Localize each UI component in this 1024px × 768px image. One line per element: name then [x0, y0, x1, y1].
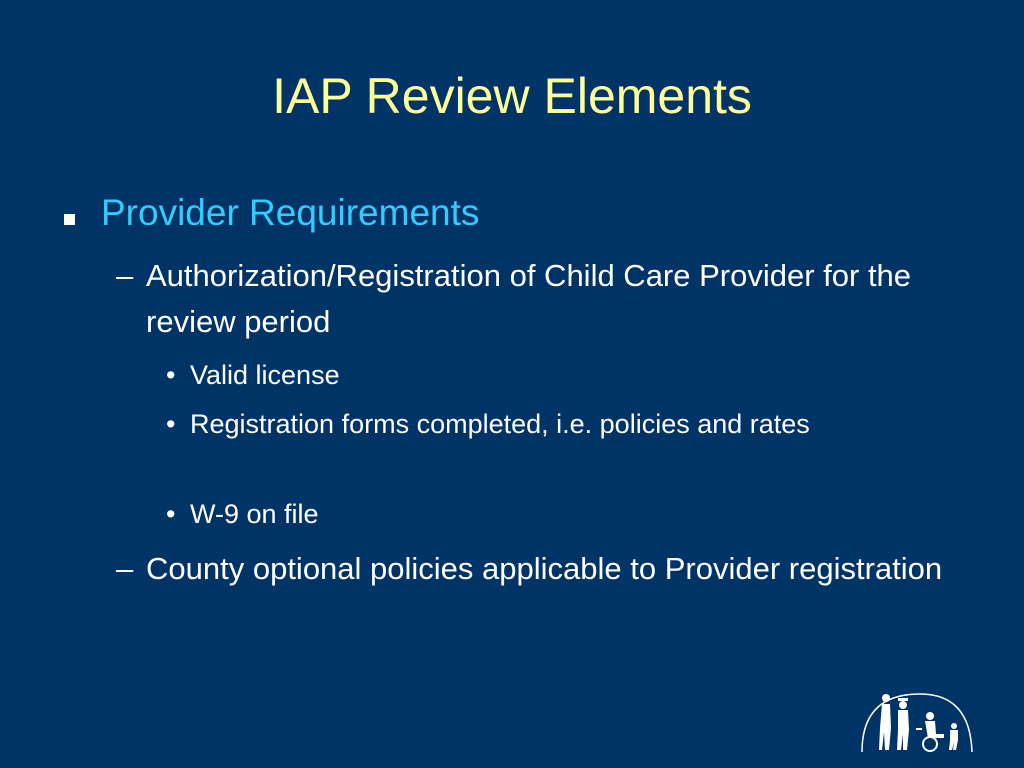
dash-marker: –: [116, 258, 134, 293]
sub-sub-bullet-registration-forms: Registration forms completed, i.e. policies and rates: [190, 409, 810, 439]
family-silhouette-logo-icon: [858, 688, 976, 754]
dot-marker: •: [166, 409, 176, 439]
sub-sub-bullet-w9: W-9 on file: [190, 499, 319, 529]
sub-bullet-authorization: Authorization/Registration of Child Care Provider for the review period: [146, 258, 912, 339]
sub-bullet-county-optional: County optional policies applicable to Provider registration: [146, 551, 943, 586]
sub-sub-bullet-valid-license: Valid license: [190, 360, 340, 390]
slide-title: IAP Review Elements: [272, 68, 752, 124]
bullet-provider-requirements: Provider Requirements: [101, 192, 480, 233]
square-bullet-icon: [64, 214, 75, 225]
dot-marker: •: [166, 360, 176, 390]
dot-marker: •: [166, 499, 176, 529]
dash-marker: –: [116, 551, 134, 586]
